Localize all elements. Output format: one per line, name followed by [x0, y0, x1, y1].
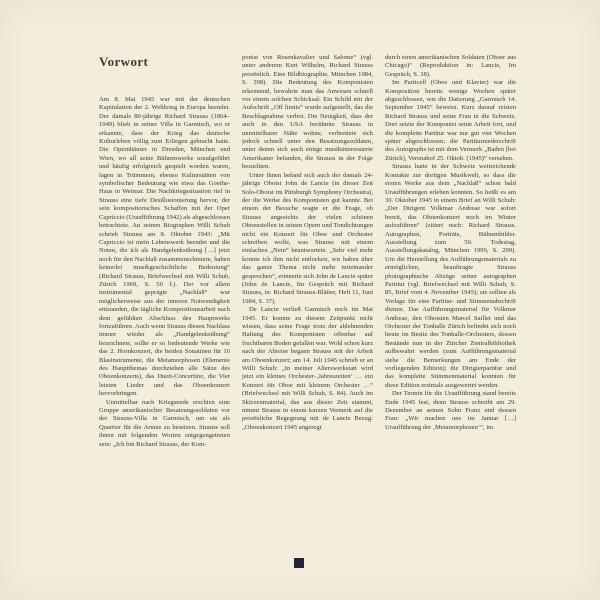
text-block: [99, 54, 516, 449]
paragraph: Im Particell (Oboe und Klavier) war die Komposition bereits wenige Wochen später abgeschlossen, wie die Datierung „Garmisch 14. September 1945“ beweist. Kurz darauf reisten Richard Strauss und seine Frau in die Schweiz. Dort setzte der Komponist seine Arbeit fort, und die komplette Partitur war nur gut vier Wochen später abgeschlossen; die Partiturniederschrift des Autographs ist mit dem Vermerk „Baden [bei Zürich], Verenahof 25. Oktob. (1945)“ versehen.: [385, 79, 516, 162]
paragraph: Strauss hatte in der Schweiz weitreichende Kontakte zur dortigen Musikwelt, so dass die ersten Werke aus dem „Nachlaß“ schon bald Uraufführungen erleben konnten. So heißt es am 30. Oktober 1945 in einem Brief an Willi Schuh: „Der Dirigent Volkmar Andreae war sofort bereit, das Oboenkonzert noch im Winter aufzuführen“ (zitiert nach: Richard Strauss. Autographen, Porträts, Bühnenbilder. Ausstellung zum 50. Todestag, Ausstellungskatalog, München 1999, S. 299). Um die Herstellung des Aufführungsmaterials zu ermöglichen, beauftragte Strauss photographische Abzüge seiner autographen Partitur (vgl. Briefwechsel mit Willi Schuh, S. 85, Brief vom 4. November 1945); sie sollten als Vorlage für eine Partitur- und Stimmenabschrift dienen. Das Aufführungsmaterial für Volkmar Andreae, den Oboisten Marcel Saillet und das Orchester der Tonhalle Zürich befindet sich noch heute im Besitz des Tonhalle-Orchesters, dessen Bestände nun in der Zürcher Zentralbibliothek aufbewahrt werden (zum Aufführungsmaterial siehe die Bemerkungen am Ende der vorliegenden Edition); die Dirigierpartitur und das komplette Stimmenmaterial konnten für diese Edition erstmals ausgewertet werden.: [385, 163, 516, 389]
paragraph: durch einen amerikanischen Soldaten (Oboer aus Chicago)“ (Reproduktion in: Lancie, Im Gespräch, S. 38).: [385, 54, 516, 78]
column-middle: [242, 54, 373, 449]
paragraph: Der Termin für die Uraufführung stand bereits Ende 1945 fest, denn Strauss schreibt am 29. Dezember an seinen Sohn Franz und dessen Frau: „Wir machen uns im Januar […] Uraufführung der ‚Metamorphosen‘“, im: [385, 390, 516, 431]
paragraph: Am 8. Mai 1945 war mit der deutschen Kapitulation der 2. Weltkrieg in Europa beendet. Der damals 80-jährige Richard Strauss (1864–1949) blieb in seiner Villa in Garmisch, wo er erkannte, dass der Krieg das deutsche Kulturleben völlig zum Erliegen gebracht hatte. Die Opernhäuser in Dresden, München und Wien, wo all seine Bühnenwerke uraufgeführt und häufig erfolgreich gespielt worden waren, lagen in Trümmern, ebenso Kulturstätten von symbolischer Bedeutung wie etwa das Goethe-Haus in Weimar. Die Nachkriegssituation rief in Strauss eine tiefe Desillusionierung hervor, der sein kompositorisches Schaffen mit der Oper Capriccio (Uraufführung 1942) als abgeschlossen betrachtete. An seinen Biographen Willi Schuh schrieb Strauss am 8. Oktober 1943: „Mit Capriccio ist mein Lebenswerk beendet und die Noten, die ich als Handgelenksübung […] jetzt noch für den Nachlaß zusammenschmiere, haben keinerlei musikgeschichtliche Bedeutung“ (Richard Strauss, Briefwechsel mit Willi Schuh, Zürich 1969, S. 50 f.). Der vor allem instrumental geprägte „Nachlaß“ war möglicherweise aus der inneren Notwendigkeit entstanden, die tägliche Kompositionsarbeit nach dem gefühlten Abschluss des Hauptwerks fortzuführen. Auch wenn Strauss diesen Nachlass immer wieder als „Handgelenksübung“ bezeichnete, sollte er so bedeutende Werke wie das 2. Hornkonzert, die beiden Sonatinen für 16 Blasinstrumente, die Metamorphosen (Elemente des Hauptthemas durchziehen alle Sätze des Oboenkonzerts), das Duett-Concertino, die Vier letzten Lieder und das Oboenkonzert hervorbringen.: [99, 96, 230, 398]
paragraph: Unmittelbar nach Kriegsende erschien eine Gruppe amerikanischer Besatzungssoldaten vor der Strauss-Villa in Garmisch, um sie als Quartier für die Armee zu besetzen. Strauss soll ihnen mit folgenden Worten entgegengetreten sein: „Ich bin Richard Strauss, der Kom-: [99, 398, 230, 448]
column-left: [99, 54, 230, 449]
publisher-mark-icon: [294, 558, 304, 568]
column-right: [385, 54, 516, 449]
paragraph: Unter ihnen befand sich auch der damals 24-jährige Oboist John de Lancie (in dieser Zeit Solo-Oboist im Pittsburgh Symphony Orchestra), der die Werke des Komponisten gut kannte. Bei einem der Besuche wagte er die Frage, ob Strauss angesichts der vielen schönen Oboenstellen in seinen Opern und Tondichtungen nicht ein Konzert für Oboe und Orchester schreiben wolle, was Strauss mit einem einfachen „Nein“ beantwortete. „Sehr viel mehr konnte ich ihm nicht entlocken, wir haben über das ganze Thema nicht mehr miteinander gesprochen“, erinnerte sich John de Lancie später (John de Lancie, Im Gespräch mit Richard Strauss, in: Richard Strauss-Blätter, Heft 11, Juni 1984, S. 37).: [242, 171, 373, 305]
paragraph: De Lancie verließ Garmisch noch im Mai 1945. Er konnte zu diesem Zeitpunkt nicht wissen, dass seine Frage trotz der ablehnenden Haltung des Komponisten offenbar auf fruchtbaren Boden gefallen war. Wohl schon kurz nach der Abreise begann Strauss mit der Arbeit am Oboenkonzert; am 14. Juli 1945 schrieb er an Willi Schuh: „In meiner Alterswerkstatt wird jetzt ein kleines Orchester-‚Jahreszeiten‘ … ein Konzert für Oboe mit kleinem Orchester …“ (Briefwechsel mit Willi Schuh, S. 84). Auch im Skizzenmaterial, das aus dieser Zeit stammt, nimmt Strauss in einem kurzen Vermerk auf die persönliche Begegnung mit de Lancie Bezug: „Oboenkonzert 1945 angeregt: [242, 306, 373, 431]
page-title: Vorwort: [99, 54, 149, 69]
paragraph: ponist von Rosenkavalier und Salome“ (vgl. unter anderem Kurt Wilhelm, Richard Strauss persönlich. Eine Bildbiographie, München 1984, S. 398). Die Bedeutung des Komponisten erkennend, bewahrte man das Anwesen schnell vor einem solchen Schicksal: Ein Schild mit der Aufschrift „Off limits“ wurde aufgestellt, das die Beschlagnahme verbot. Die Neuigkeit, dass der auch in den USA berühmte Strauss in unmittelbarer Nähe wohne, verbreitete sich jedoch schnell unter den Besatzungssoldaten, unter denen sich auch einige musikinteressierte Amerikaner befanden, die Strauss in der Folge besuchten.: [242, 54, 373, 171]
